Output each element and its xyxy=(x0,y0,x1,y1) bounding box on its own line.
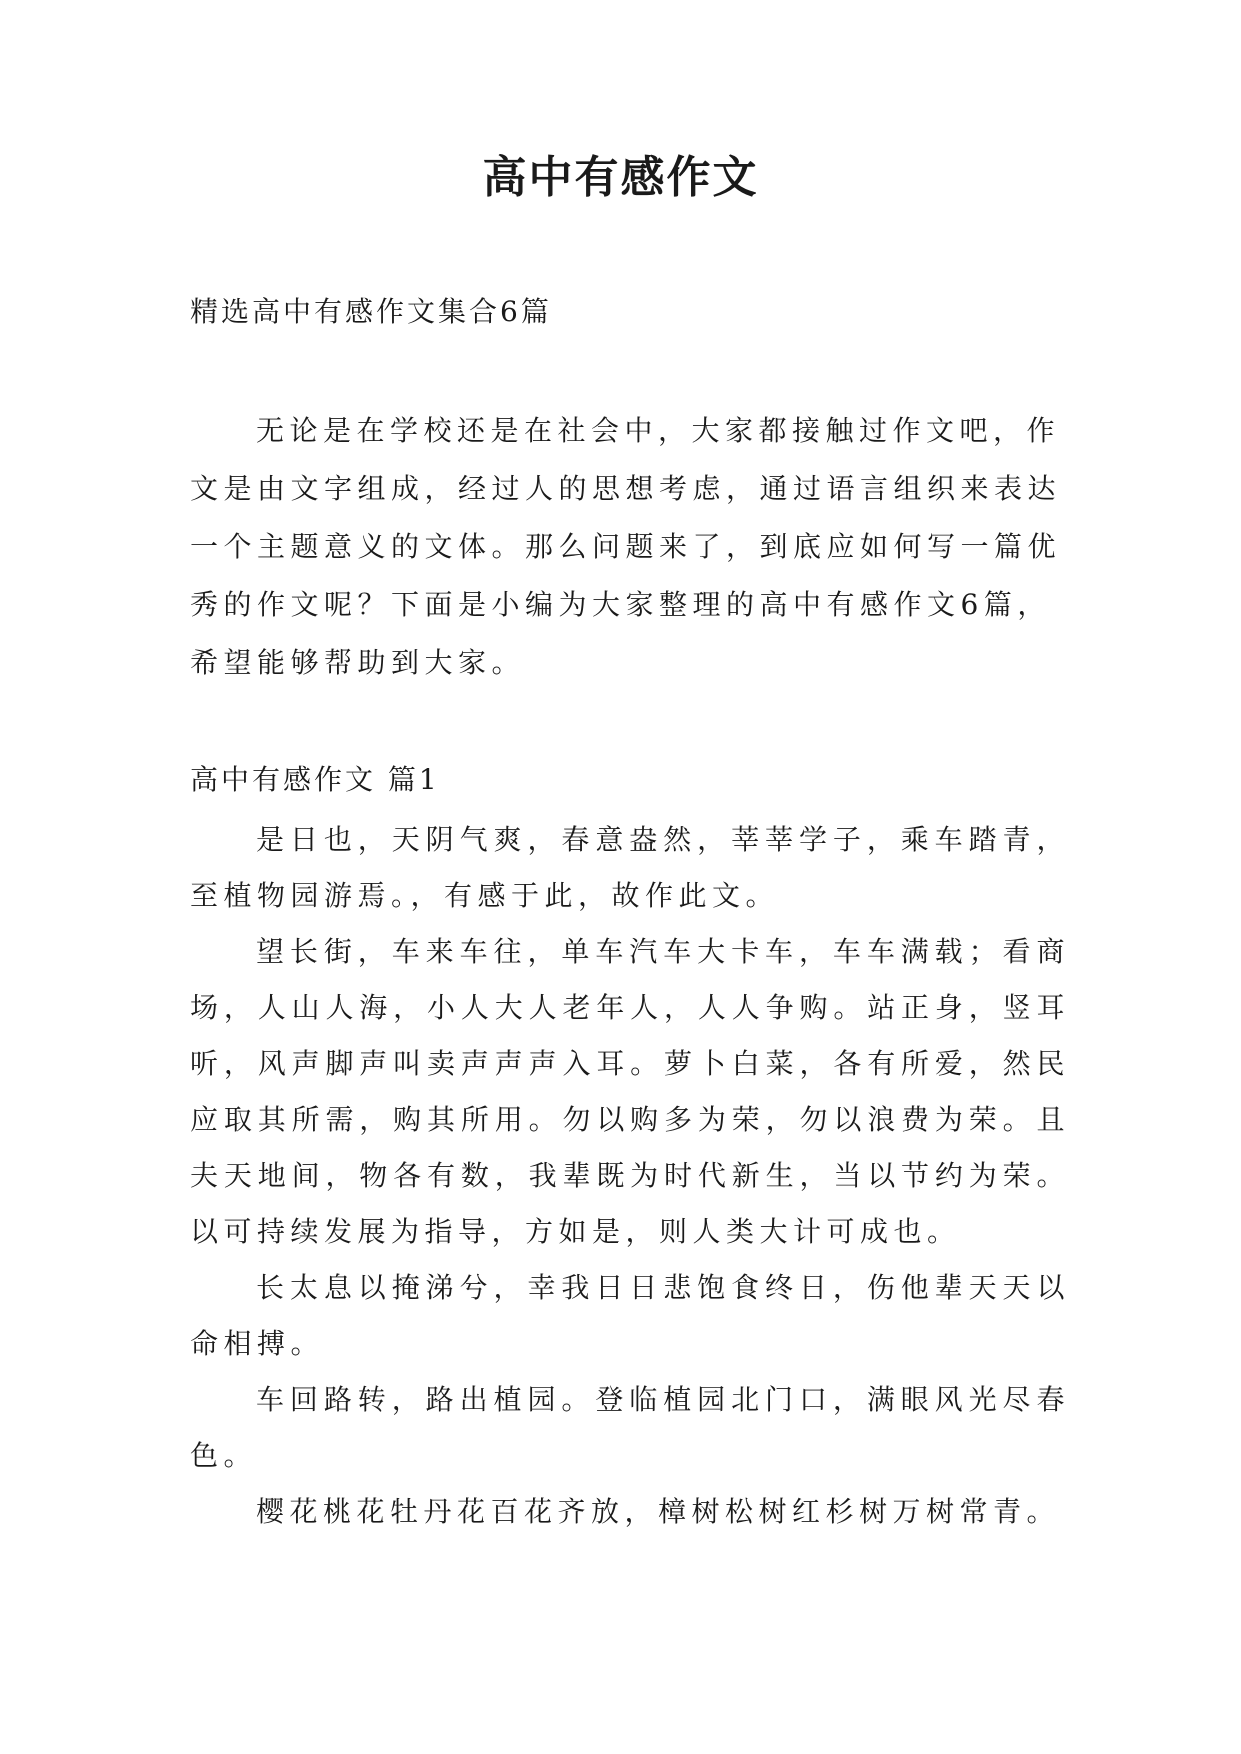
intro-paragraph: 无论是在学校还是在社会中，大家都接触过作文吧，作文是由文字组成，经过人的思想考虑，通过语言组织来表达一个主题意义的文体。那么问题来了，到底应如何写一篇优秀的作文呢？下面是小编为大家整理的高中有感作文6篇，希望能够帮助到大家。 xyxy=(190,414,1062,679)
essay-paragraph: 长太息以掩涕兮，幸我日日悲饱食终日，伤他辈天天以命相搏。 xyxy=(190,1271,1070,1360)
document-title: 高中有感作文 xyxy=(482,152,759,203)
essay-paragraph: 是日也，天阴气爽，春意盎然，莘莘学子，乘车踏青，至植物园游焉。，有感于此，故作此文。 xyxy=(190,823,1070,912)
document-subtitle: 精选高中有感作文集合6篇 xyxy=(190,295,552,328)
essay-paragraph: 车回路转，路出植园。登临植园北门口，满眼风光尽春色。 xyxy=(190,1383,1070,1472)
essay-paragraph: 望长街，车来车往，单车汽车大卡车，车车满载；看商场，人山人海，小人大人老年人，人人争购。站正身，竖耳听，风声脚声叫卖声声声入耳。萝卜白菜，各有所爱，然民应取其所需，购其所用。勿以购多为荣，勿以浪费为荣。且夫天地间，物各有数，我辈既为时代新生，当以节约为荣。以可持续发展为指导，方如是，则人类大计可成也。 xyxy=(190,935,1070,1248)
essay-paragraph: 樱花桃花牡丹花百花齐放，樟树松树红杉树万树常青。 xyxy=(256,1495,1061,1528)
section-heading: 高中有感作文 篇1 xyxy=(190,763,440,796)
essay-section-1 xyxy=(190,760,1070,1540)
